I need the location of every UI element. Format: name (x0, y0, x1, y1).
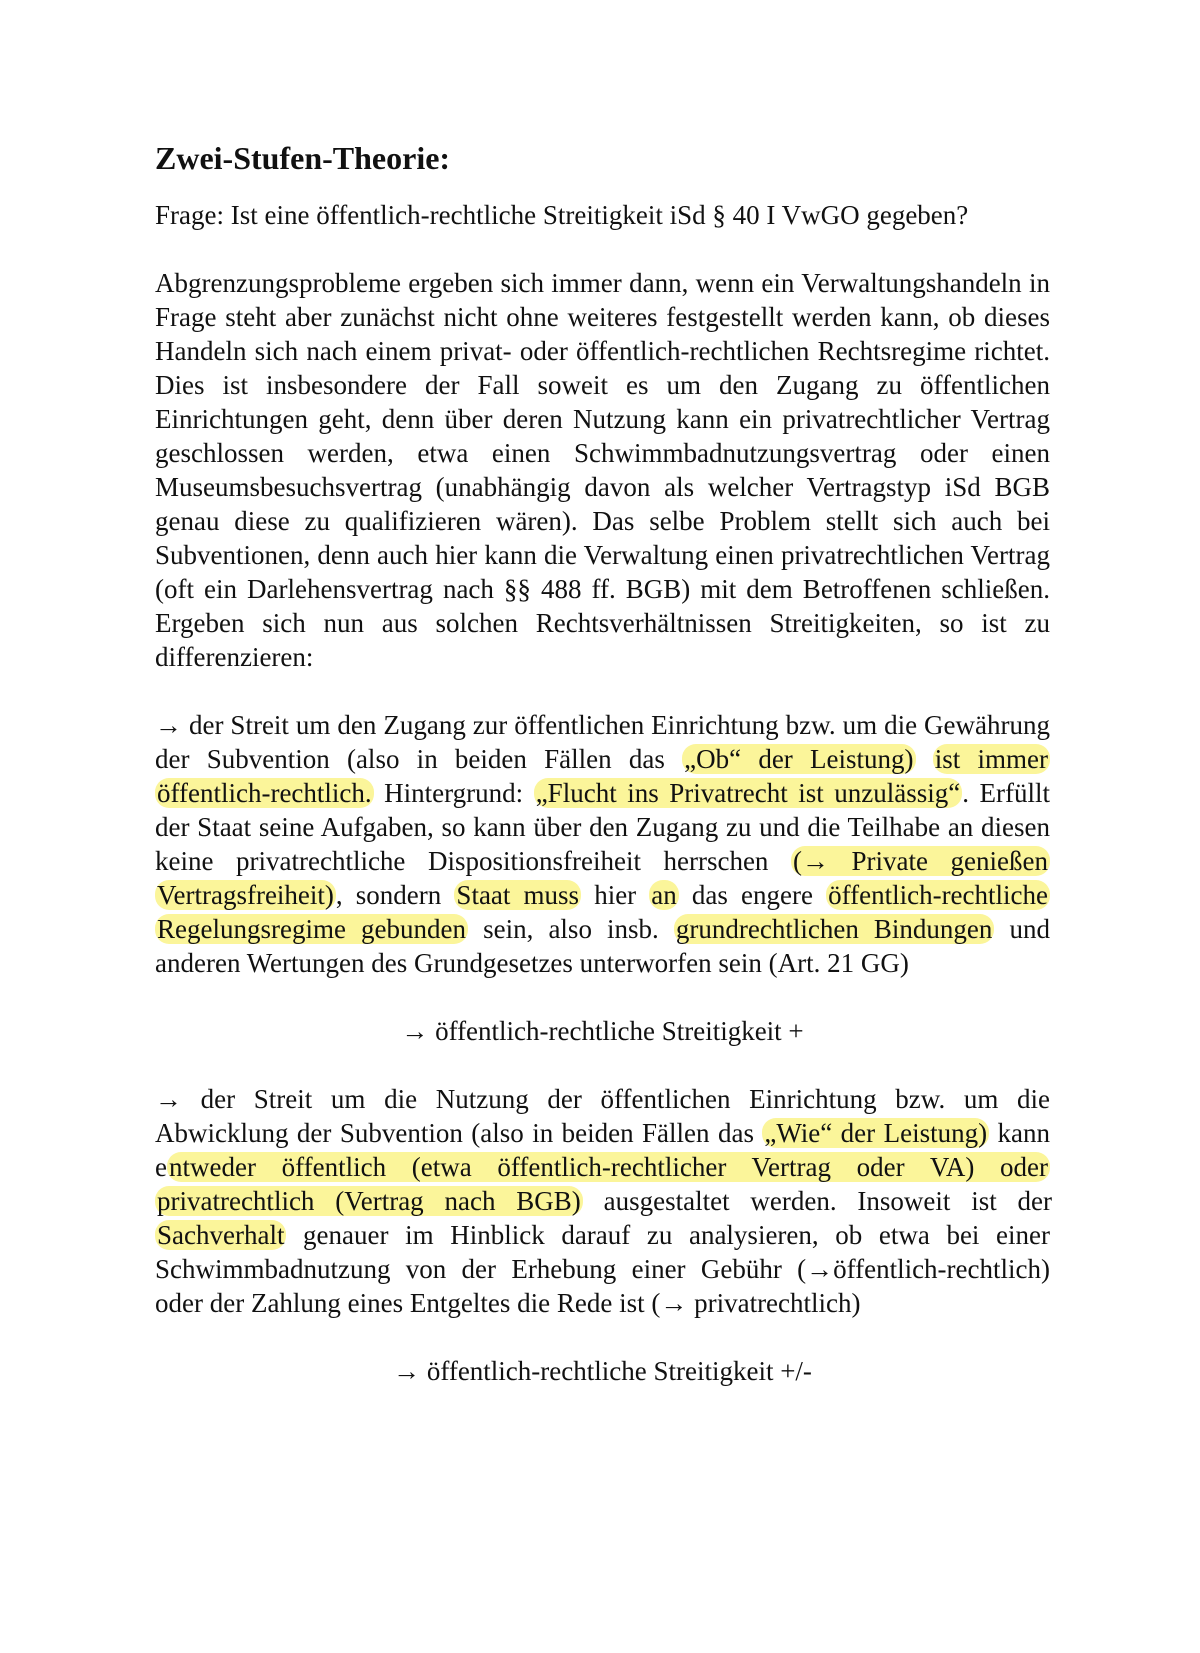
ob-text-9: und anderen Wertungen des Grundgesetzes unterworfen sein (Art. 21 GG) (155, 914, 1050, 978)
paragraph-gap (155, 1320, 1050, 1354)
ob-text-7: das engere (678, 880, 827, 910)
paragraph-gap (155, 674, 1050, 708)
ob-highlight-staat-muss: Staat muss (456, 880, 580, 910)
wie-text-1: → der Streit um die Nutzung der öffentlichen Einrichtung bzw. um die Abwicklung der Subvention (also in beiden Fällen das (155, 1084, 1050, 1148)
ob-highlight-an: an (651, 880, 677, 910)
ob-text-5: , sondern (335, 880, 455, 910)
ob-text-8: sein, also insb. (468, 914, 674, 944)
paragraph-gap (155, 1048, 1050, 1082)
ob-result-line: → öffentlich-rechtliche Streitigkeit + (401, 1016, 804, 1046)
ob-highlight-grundrechtliche-bindungen: grundrechtlichen Bindungen (675, 914, 993, 944)
ob-text-1: → der Streit um den Zugang zur öffentlichen Einrichtung bzw. um die Gewährung der Subvention (also in beiden Fällen das (155, 710, 1050, 774)
ob-text-3: Hintergrund: (373, 778, 534, 808)
wie-text-2: kann e (155, 1118, 1050, 1182)
wie-text-4: genauer im Hinblick darauf zu analysieren, ob etwa bei einer Schwimmbadnutzung von der Erhebung einer Gebühr (→öffentlich-rechtlich) oder der Zahlung eines Entgeltes die Rede ist (→ privatrechtlich) (155, 1220, 1050, 1318)
ob-highlight-regelungsregime: öffentlich-rechtliche Regelungsregime gebunden (157, 880, 1048, 944)
wie-highlight-oeffentlich-oder-privat: ntweder öffentlich (etwa öffentlich-rechtlicher Vertrag oder VA) oder privatrechtlich (Vertrag nach BGB) (157, 1152, 1048, 1216)
ob-text-4: . Erfüllt der Staat seine Aufgaben, so kann über den Zugang zu und die Teilhabe an diesen keine privatrechtliche Dispositionsfreiheit herrschen (155, 778, 1051, 876)
ob-paragraph (155, 708, 1050, 980)
ob-highlight-flucht-ins-privatrecht: „Flucht ins Privatrecht ist unzulässig“ (535, 778, 961, 808)
paragraph-gap (155, 232, 1050, 266)
document-page (155, 138, 1050, 1388)
ob-text-6: hier (581, 880, 650, 910)
paragraph-gap (155, 980, 1050, 1014)
wie-result-line: → öffentlich-rechtliche Streitigkeit +/- (393, 1356, 812, 1386)
wie-paragraph (155, 1082, 1050, 1320)
question-paragraph: Frage: Ist eine öffentlich-rechtliche Streitigkeit iSd § 40 I VwGO gegeben? (155, 200, 969, 230)
wie-highlight-sachverhalt: Sachverhalt (157, 1220, 285, 1250)
wie-text-3: ausgestaltet werden. Insoweit ist der (582, 1186, 1052, 1216)
ob-highlight-immer-oeffentlich: ist immer öffentlich-rechtlich. (157, 744, 1048, 808)
ob-highlight-ob-der-leistung: „Ob“ der Leistung) (684, 744, 914, 774)
ob-text-2 (916, 744, 933, 774)
document-title: Zwei-Stufen-Theorie: (155, 140, 451, 176)
ob-highlight-private-vertragsfreiheit: (→ Private genießen Vertragsfreiheit) (157, 846, 1048, 910)
intro-paragraph: Abgrenzungsprobleme ergeben sich immer dann, wenn ein Verwaltungshandeln in Frage steht aber zunächst nicht ohne weiteres festgestellt werden kann, ob dieses Handeln sich nach einem privat- oder öffentlich-rechtlichen Rechtsregime richtet. Dies ist insbesondere der Fall soweit es um den Zugang zu öffentlichen Einrichtungen geht, denn über deren Nutzung kann ein privatrechtlicher Vertrag geschlossen werden, etwa einen Schwimmbadnutzungsvertrag oder einen Museumsbesuchsvertrag (unabhängig davon als welcher Vertragstyp iSd BGB genau diese zu qualifizieren wären). Das selbe Problem stellt sich auch bei Subventionen, denn auch hier kann die Verwaltung einen privatrechtlichen Vertrag (oft ein Darlehensvertrag nach §§ 488 ff. BGB) mit dem Betroffenen schließen. Ergeben sich nun aus solchen Rechtsverhältnissen Streitigkeiten, so ist zu differenzieren: (155, 268, 1050, 672)
wie-highlight-wie-der-leistung: „Wie“ der Leistung) (764, 1118, 988, 1148)
